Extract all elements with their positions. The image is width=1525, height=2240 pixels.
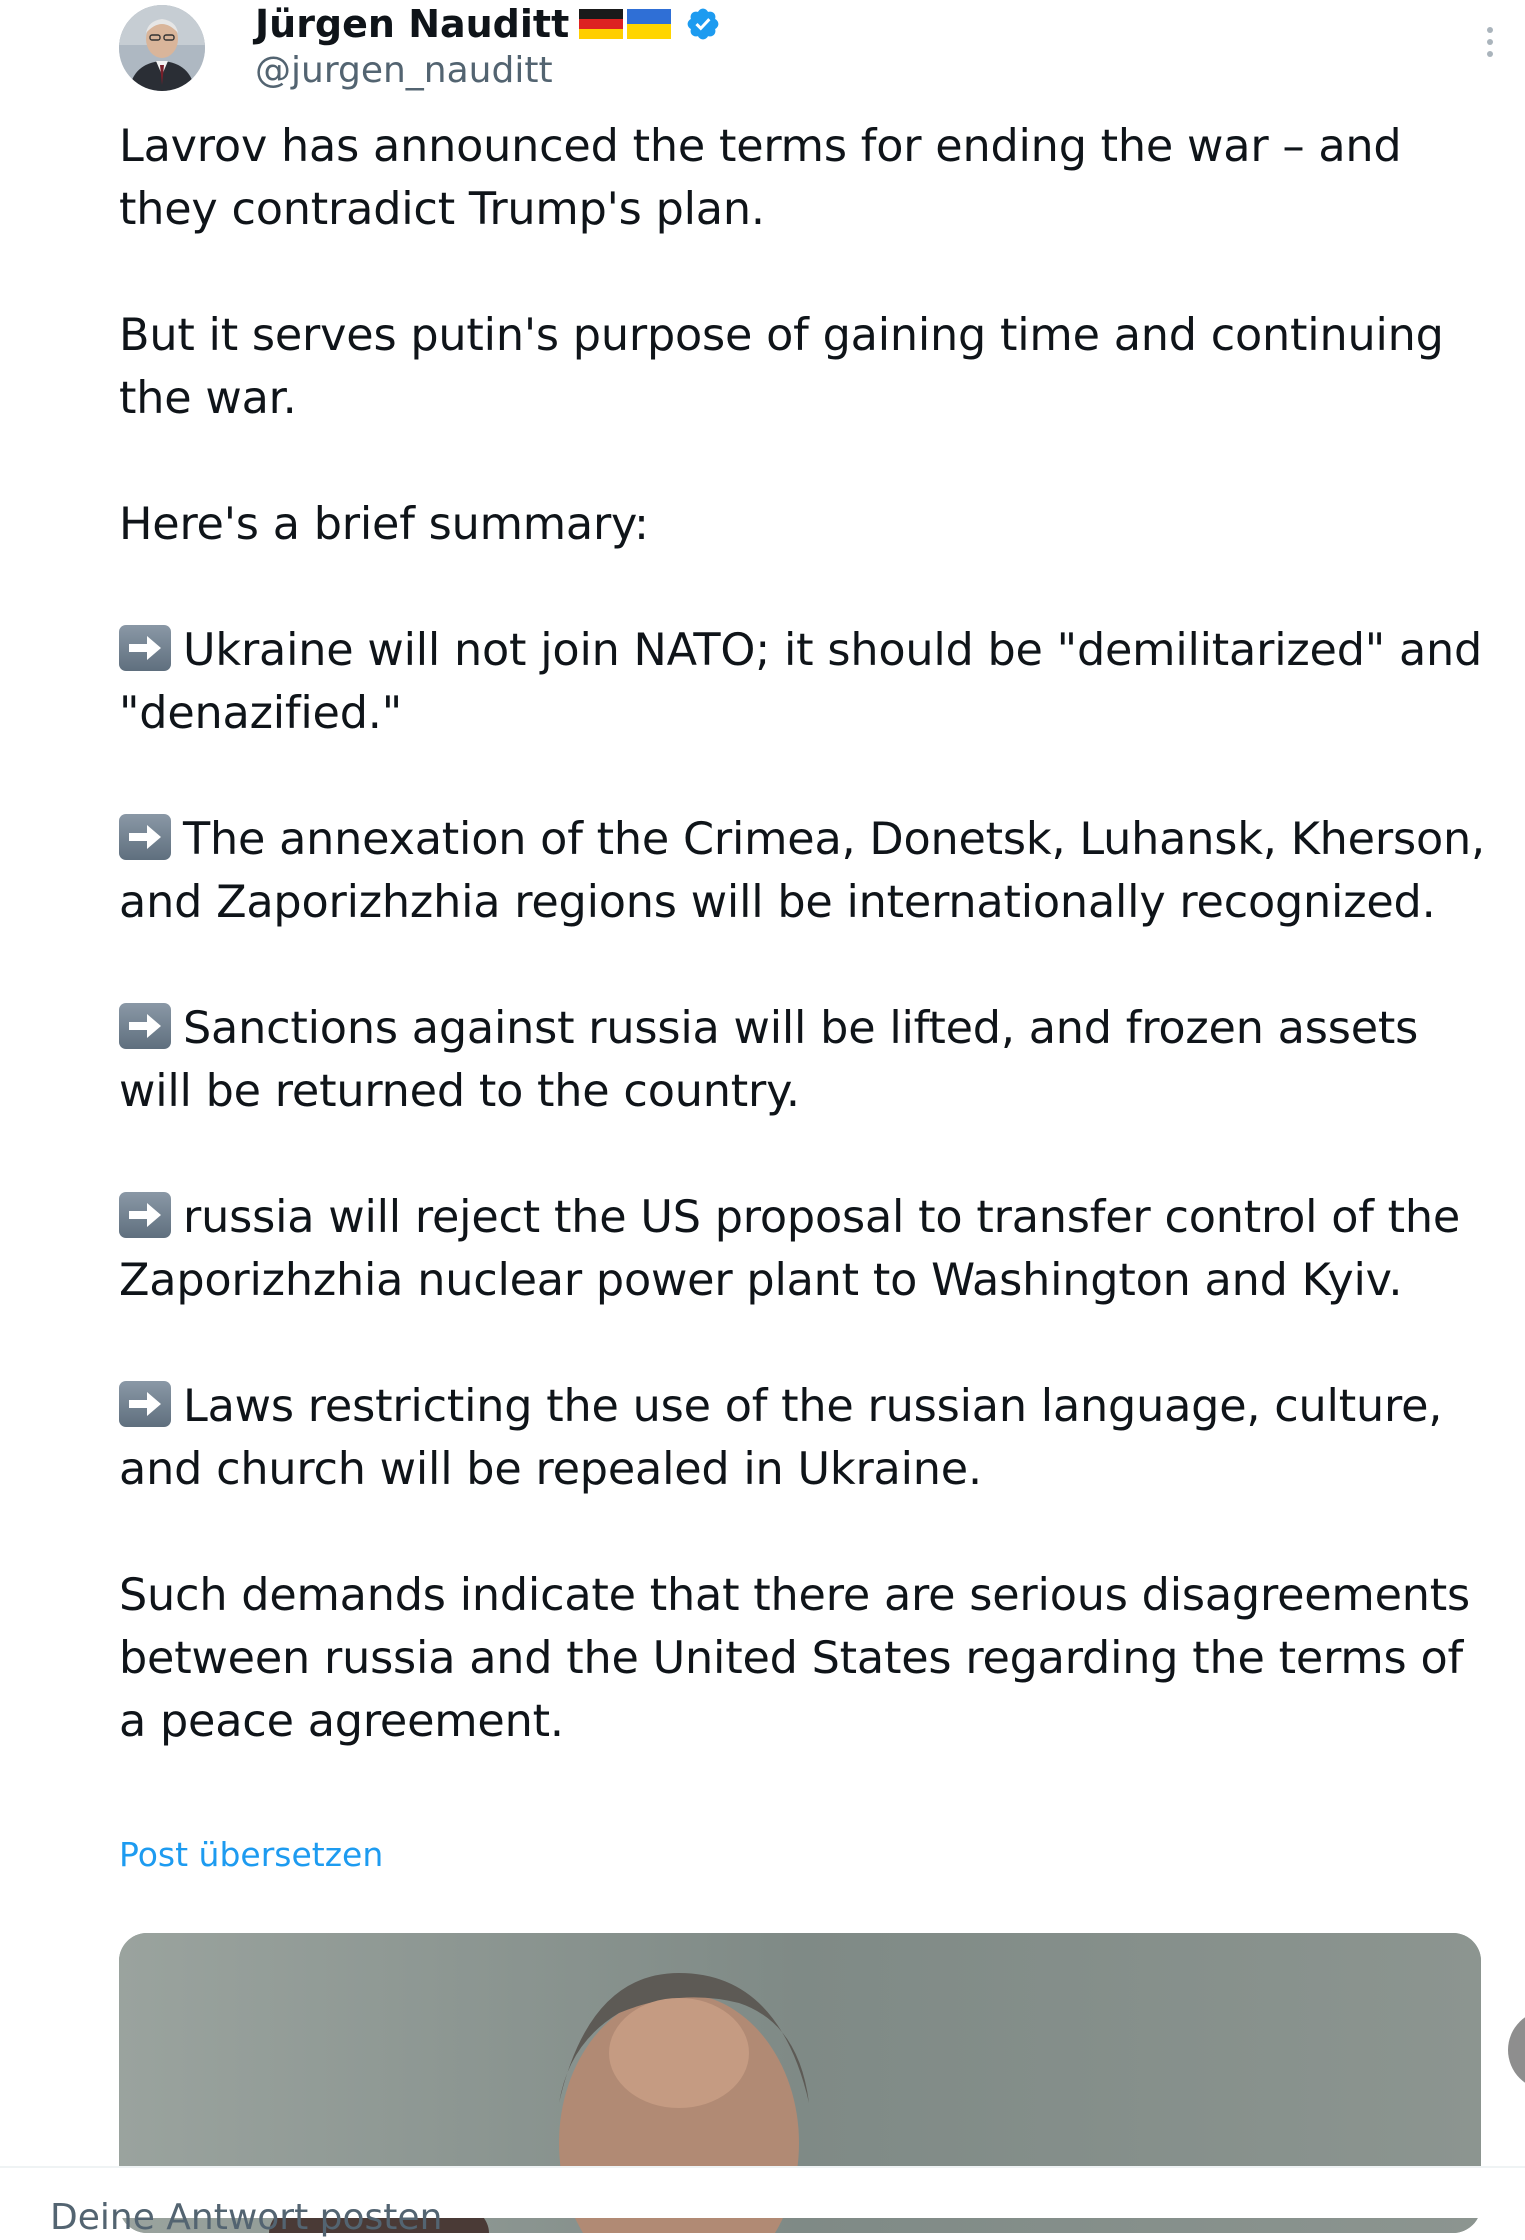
avatar[interactable]	[119, 5, 205, 91]
post-paragraph-text: Such demands indicate that there are serious disagreements between russia and the United States regarding the terms of a peace agreement.	[119, 1570, 1470, 1747]
verified-badge-icon[interactable]	[685, 6, 721, 42]
post-paragraph-text: russia will reject the US proposal to transfer control of the Zaporizhzhia nuclear power plant to Washington and Kyiv.	[119, 1192, 1461, 1306]
right-arrow-emoji-icon	[119, 814, 171, 860]
post-paragraph-text: Laws restricting the use of the russian language, culture, and church will be repealed in Ukraine.	[119, 1381, 1443, 1495]
post-paragraph-text: Ukraine will not join NATO; it should be "demilitarized" and "denazified."	[119, 625, 1483, 739]
post-paragraph	[119, 619, 1489, 745]
post-text	[119, 115, 1489, 1753]
right-arrow-emoji-icon	[119, 1003, 171, 1049]
author-name[interactable]: Jürgen Nauditt	[255, 2, 570, 46]
right-arrow-emoji-icon	[119, 1192, 171, 1238]
author-handle[interactable]: @jurgen_nauditt	[255, 50, 553, 91]
post-paragraph	[119, 1564, 1489, 1753]
ukraine-flag-icon	[627, 9, 671, 39]
post-paragraph-text: The annexation of the Crimea, Donetsk, Luhansk, Kherson, and Zaporizhzhia regions will be internationally recognized.	[119, 814, 1485, 928]
reply-input[interactable]: Deine Antwort posten	[50, 2197, 443, 2238]
author-row	[255, 0, 721, 48]
post-paragraph	[119, 115, 1489, 241]
post-paragraph	[119, 997, 1489, 1123]
post-paragraph-text: But it serves putin's purpose of gaining time and continuing the war.	[119, 310, 1444, 424]
germany-flag-icon	[579, 9, 623, 39]
post-paragraph-text: Sanctions against russia will be lifted, and frozen assets will be returned to the country.	[119, 1003, 1419, 1117]
post-paragraph-text: Here's a brief summary:	[119, 499, 649, 550]
translate-post-link[interactable]: Post übersetzen	[119, 1835, 384, 1874]
post-paragraph	[119, 493, 1489, 556]
floating-action-button[interactable]	[1508, 2010, 1525, 2090]
right-arrow-emoji-icon	[119, 1381, 171, 1427]
right-arrow-emoji-icon	[119, 625, 171, 671]
post-paragraph-text: Lavrov has announced the terms for ending the war – and they contradict Trump's plan.	[119, 121, 1402, 235]
post-paragraph	[119, 1375, 1489, 1501]
post-paragraph	[119, 304, 1489, 430]
post-paragraph	[119, 1186, 1489, 1312]
post-paragraph	[119, 808, 1489, 934]
more-options-icon[interactable]	[1479, 22, 1501, 62]
avatar-photo	[119, 5, 205, 91]
